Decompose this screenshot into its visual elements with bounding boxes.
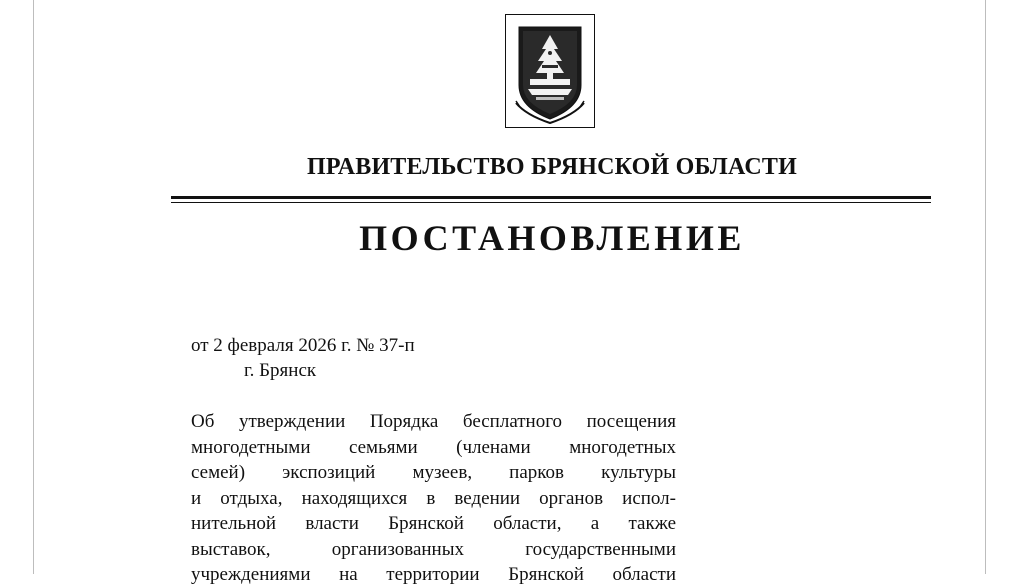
subject-line: Об утверждении Порядка бесплатного посещения (191, 411, 676, 432)
document-date-number: от 2 февраля 2026 г. № 37-п (191, 335, 415, 356)
bryansk-coat-of-arms-icon (506, 15, 596, 129)
subject-line: учреждениями на территории Брянской области (191, 564, 676, 585)
header-rule-thick (171, 196, 931, 199)
page-border-left (33, 0, 34, 574)
header-rule-thin (171, 202, 931, 203)
subject-line: выставок, организованных государственными (191, 538, 676, 560)
document-subject (191, 409, 676, 588)
subject-line: семей) экспозиций музеев, парков культуры (191, 462, 676, 483)
subject-line: нительной власти Брянской области, а также (191, 513, 676, 534)
document-city: г. Брянск (244, 360, 317, 381)
emblem-frame (505, 14, 595, 128)
government-title: ПРАВИТЕЛЬСТВО БРЯНСКОЙ ОБЛАСТИ (307, 154, 797, 180)
subject-line: и отдыха, находящихся в ведении органов испол- (191, 487, 676, 509)
document-type-heading: ПОСТАНОВЛЕНИЕ (359, 218, 745, 258)
subject-line: многодетными семьями (членами многодетных (191, 436, 676, 458)
page-border-right (985, 0, 986, 574)
